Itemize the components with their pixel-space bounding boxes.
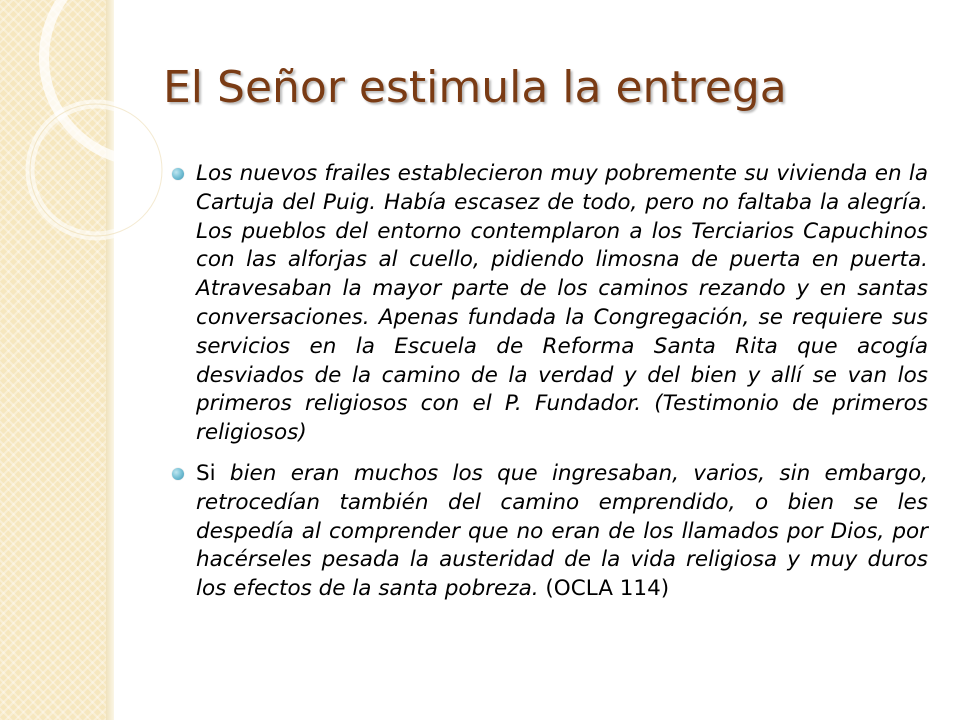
bullet-item-1 — [172, 160, 928, 448]
bullet-list — [172, 160, 928, 616]
bullet-text-1 — [196, 160, 928, 448]
decorative-band — [0, 0, 107, 720]
bullet-text-1-body: Los nuevos frailes establecieron muy pobremente su vivienda en la Cartuja del Puig. Había escasez de todo, pero no faltaba la alegría. Los pueblos del entorno contemplaron a los Terciarios Capuchinos con las alforjas al cuello, pidiendo limosna de puerta en puerta. Atravesaban la mayor parte de los caminos rezando y en santas conversaciones. Apenas fundada la Congregación, se requiere sus servicios en la Escuela de Reforma Santa Rita que acogía desviados de la camino de la verdad y del bien y allí se van los primeros religiosos con el P. Fundador. (Testimonio de primeros religiosos) — [196, 161, 928, 446]
bullet-dot-icon — [172, 468, 184, 480]
band-edge — [106, 0, 114, 720]
slide-title: El Señor estimula la entrega — [163, 62, 787, 113]
citation: (OCLA 114) — [538, 576, 670, 602]
bullet-item-2 — [172, 460, 928, 604]
bullet-text-2-lead: Si — [196, 460, 230, 486]
bullet-text-2-body: bien eran muchos los que ingresaban, varios, sin embargo, retrocedían también del camino emprendido, o bien se les despedía al comprender que no eran de los llamados por Dios, por hacérseles pesada la austeridad de la vida religiosa y muy duros los efectos de la santa pobreza. — [196, 460, 928, 602]
bullet-dot-icon — [172, 168, 184, 180]
bullet-text-2 — [196, 460, 928, 604]
